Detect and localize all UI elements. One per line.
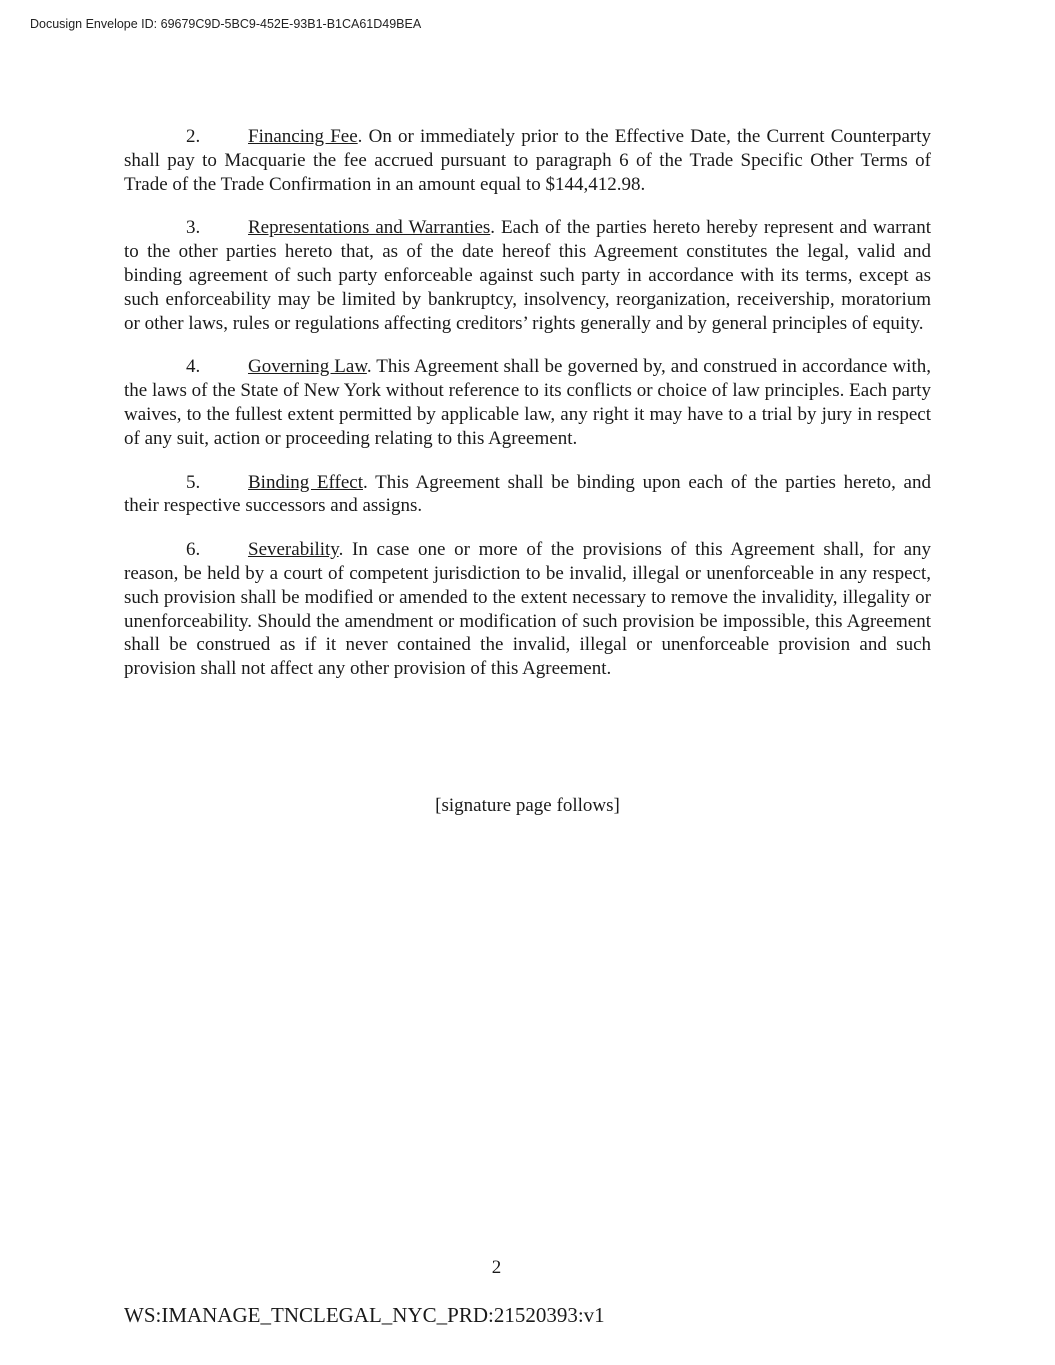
paragraph-governing-law <box>124 355 931 450</box>
paragraph-representations <box>124 216 931 335</box>
paragraph-heading: Financing Fee <box>248 126 358 147</box>
paragraph-binding-effect <box>124 471 931 519</box>
signature-page-note: [signature page follows] <box>435 795 620 816</box>
envelope-id: Docusign Envelope ID: 69679C9D-5BC9-452E-93B1-B1CA61D49BEA <box>30 17 422 31</box>
paragraph-text: . This Agreement shall be governed by, and construed in accordance with, the laws of the State of New York without reference to its conflicts or choice of law principles. Each party waives, to the fullest extent permitted by applicable law, any right it may have to a trial by jury in respect of any suit, action or proceeding relating to this Agreement. <box>124 356 931 449</box>
paragraph-heading: Binding Effect <box>248 471 363 493</box>
paragraph-number: 6. <box>186 539 201 561</box>
paragraph-text: . In case one or more of the provisions of this Agreement shall, for any reason, be held by a court of competent jurisdiction to be invalid, illegal or unenforceable in any respect, such provision shall be modified or amended to the extent necessary to remove the invalidity, illegality or unenforceability. Should the amendment or modification of such provision be impossible, this Agreement shall be construed as if it never contained the invalid, illegal or unenforceable provision and such provision shall not affect any other provision of this Agreement. <box>124 539 931 680</box>
paragraph-number: 2. <box>186 126 201 147</box>
paragraph-severability <box>124 538 931 681</box>
document-id-footer: WS:IMANAGE_TNCLEGAL_NYC_PRD:21520393:v1 <box>124 1303 605 1327</box>
agreement-body <box>124 125 931 701</box>
paragraph-heading: Governing Law <box>248 356 367 378</box>
paragraph-text: . On or immediately prior to the Effective Date, the Current Counterparty shall pay to Macquarie the fee accrued pursuant to paragraph 6 of the Trade Specific Other Terms of Trade of the Trade Confirmation in an amount equal to $144,412.98. <box>124 126 931 195</box>
page-number: 2 <box>491 1257 502 1278</box>
paragraph-number: 3. <box>186 217 201 239</box>
paragraph-number: 4. <box>186 356 201 378</box>
paragraph-heading: Severability <box>248 539 339 561</box>
paragraph-text: . Each of the parties hereto hereby represent and warrant to the other parties hereto that, as of the date hereof this Agreement constitutes the legal, valid and binding agreement of such party enforceable against such party in accordance with its terms, except as such enforceability may be limited by bankruptcy, insolvency, reorganization, receivership, moratorium or other laws, rules or regulations affecting creditors’ rights generally and by general principles of equity. <box>124 217 931 334</box>
paragraph-text: . This Agreement shall be binding upon each of the parties hereto, and their respective successors and assigns. <box>124 471 931 517</box>
paragraph-number: 5. <box>186 471 201 493</box>
paragraph-financing-fee <box>124 125 931 196</box>
paragraph-heading: Representations and Warranties <box>248 217 491 239</box>
